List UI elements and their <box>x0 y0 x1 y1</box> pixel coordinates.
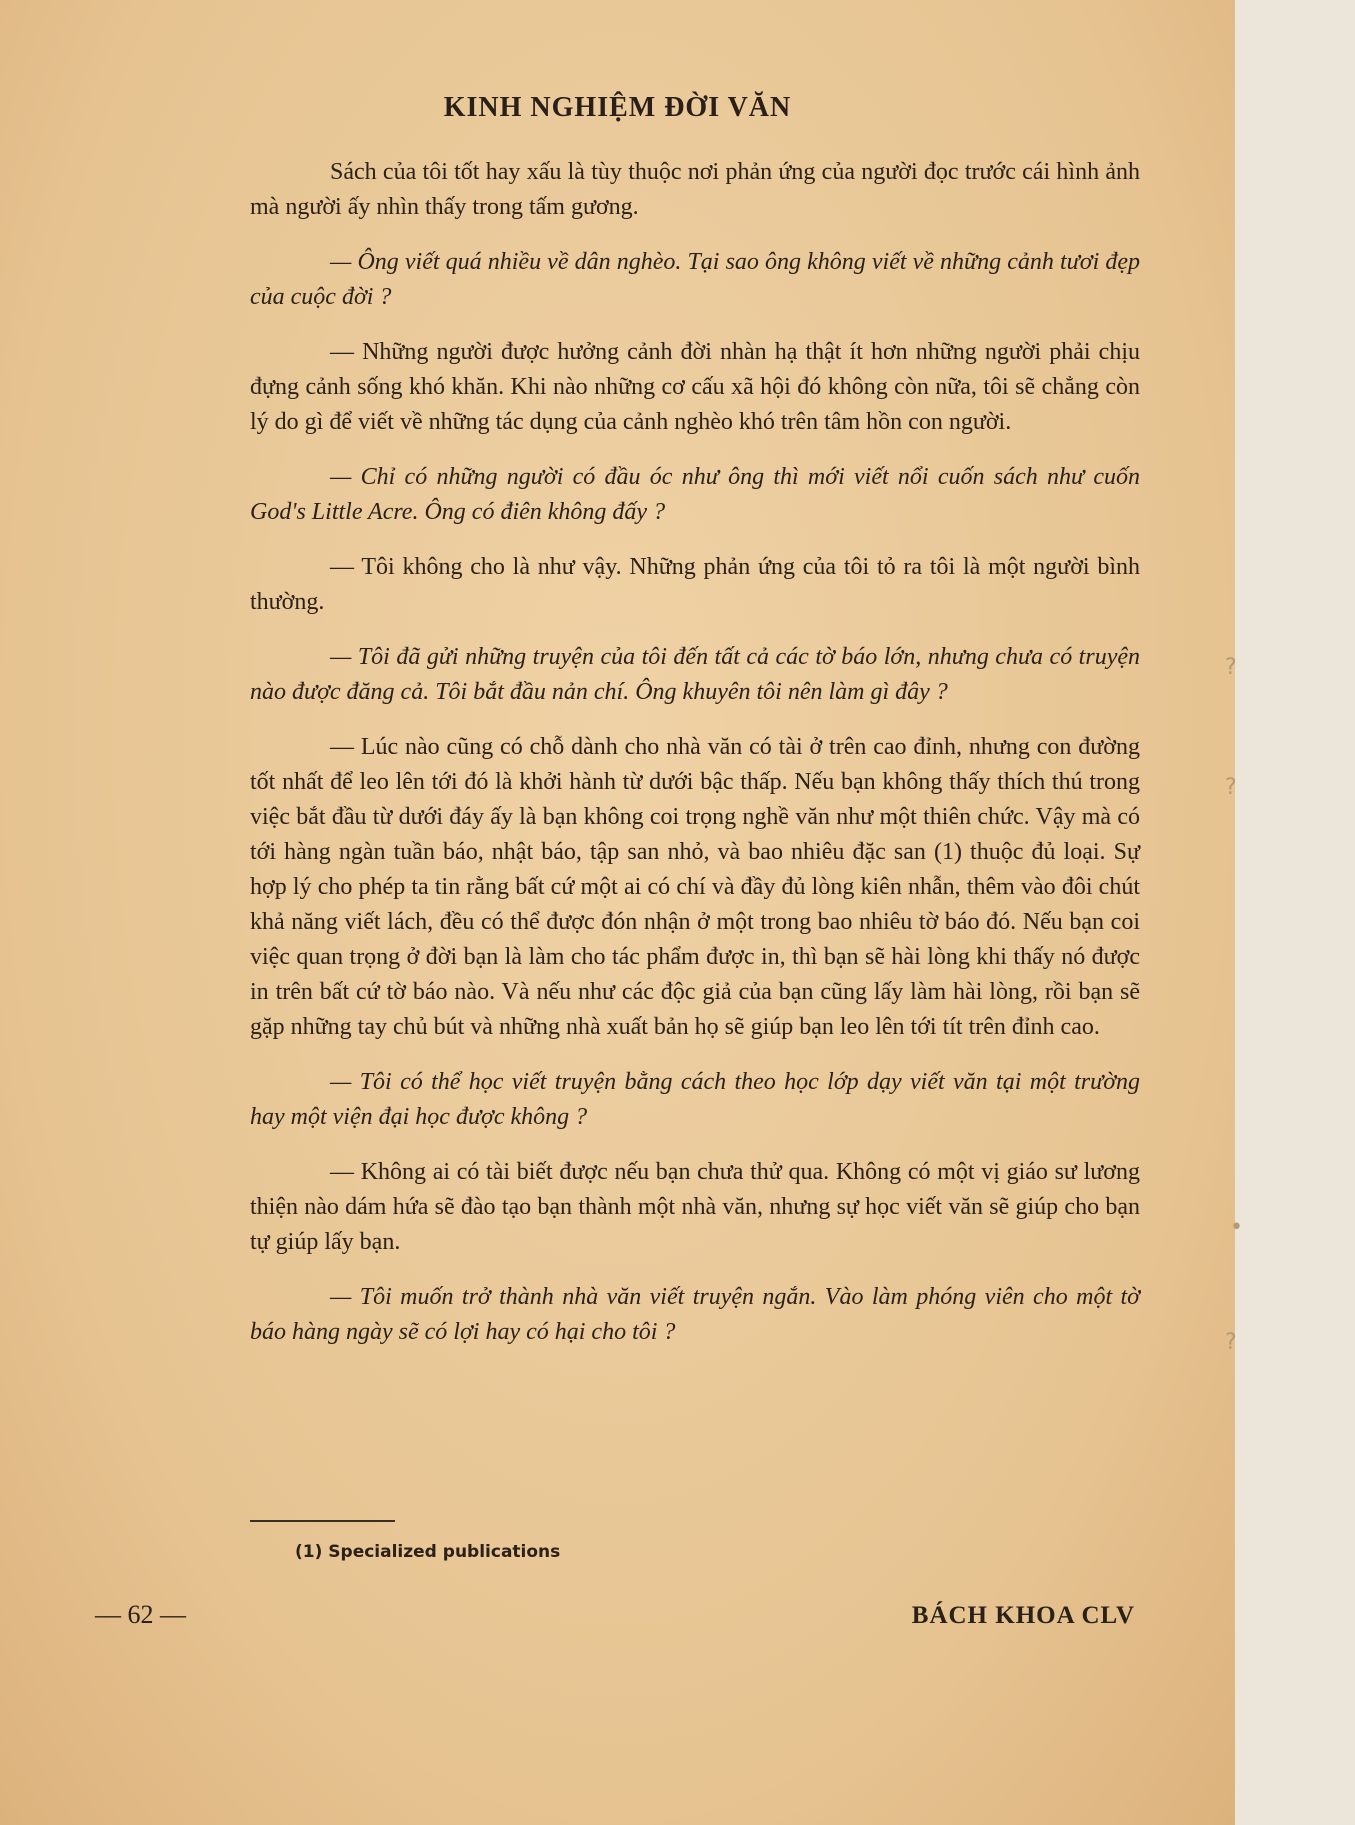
footnote: (1) Specialized publications <box>295 1542 561 1562</box>
margin-mark: • <box>1230 1215 1243 1240</box>
publication-name: BÁCH KHOA CLV <box>911 1602 1135 1629</box>
answer-paragraph: — Không ai có tài biết được nếu bạn chưa thử qua. Không có một vị giáo sư lương thiện nào dám hứa sẽ đào tạo bạn thành một nhà văn, nhưng sự học viết văn sẽ giúp cho bạn tự giúp lấy bạn. <box>250 1159 1140 1255</box>
margin-mark: ? <box>1225 655 1237 680</box>
page-number: — 62 — <box>95 1600 186 1629</box>
answer-paragraph: — Tôi không cho là như vậy. Những phản ứng của tôi tỏ ra tôi là một người bình thường. <box>250 554 1140 615</box>
question-paragraph: — Ông viết quá nhiều về dân nghèo. Tại sao ông không viết về những cảnh tươi đẹp của cuộc đời ? <box>250 249 1140 310</box>
answer-paragraph: — Lúc nào cũng có chỗ dành cho nhà văn có tài ở trên cao đỉnh, nhưng con đường tốt nhất để leo lên tới đó là khởi hành từ dưới bậc thấp. Nếu bạn không thấy thích thú trong việc bắt đầu từ dưới đáy ấy là bạn không coi trọng nghề văn như một thiên chức. Vậy mà có tới hàng ngàn tuần báo, nhật báo, tập san nhỏ, và bao nhiêu đặc san (1) thuộc đủ loại. Sự hợp lý cho phép ta tin rằng bất cứ một ai có chí và đầy đủ lòng kiên nhẫn, thêm vào đôi chút khả năng viết lách, đều có thể được đón nhận ở một trong bao nhiêu tờ báo đó. Nếu bạn coi việc quan trọng ở đời bạn là làm cho tác phẩm được in, thì bạn sẽ hài lòng khi thấy nó được in trên bất cứ tờ báo nào. Và nếu như các độc giả của bạn cũng lấy làm hài lòng, rồi bạn sẽ gặp những tay chủ bút và những nhà xuất bản họ sẽ giúp bạn leo lên tới tít trên đỉnh cao. <box>250 734 1140 1040</box>
answer-paragraph: — Những người được hưởng cảnh đời nhàn hạ thật ít hơn những người phải chịu đựng cảnh sống khó khăn. Khi nào những cơ cấu xã hội đó không còn nữa, tôi sẽ chẳng còn lý do gì để viết về những tác dụng của cảnh nghèo khó trên tâm hồn con người. <box>250 339 1140 435</box>
question-paragraph: — Tôi muốn trở thành nhà văn viết truyện ngắn. Vào làm phóng viên cho một tờ báo hàng ngày sẽ có lợi hay có hại cho tôi ? <box>250 1284 1140 1345</box>
margin-mark: ? <box>1225 775 1237 800</box>
footnote-divider <box>250 1520 395 1522</box>
paragraph: Sách của tôi tốt hay xấu là tùy thuộc nơi phản ứng của người đọc trước cái hình ảnh mà người ấy nhìn thấy trong tấm gương. <box>250 159 1140 220</box>
question-paragraph: — Chỉ có những người có đầu óc như ông thì mới viết nổi cuốn sách như cuốn God's Little Acre. Ông có điên không đấy ? <box>250 464 1140 525</box>
question-paragraph: — Tôi đã gửi những truyện của tôi đến tất cả các tờ báo lớn, nhưng chưa có truyện nào được đăng cả. Tôi bắt đầu nản chí. Ông khuyên tôi nên làm gì đây ? <box>250 644 1140 705</box>
scan-background <box>1225 0 1355 1825</box>
article-body <box>250 155 1140 1370</box>
margin-mark: ? <box>1225 1330 1237 1355</box>
question-paragraph: — Tôi có thể học viết truyện bằng cách theo học lớp dạy viết văn tại một trường hay một viện đại học được không ? <box>250 1069 1140 1130</box>
running-header: KINH NGHIỆM ĐỜI VĂN <box>443 92 792 123</box>
